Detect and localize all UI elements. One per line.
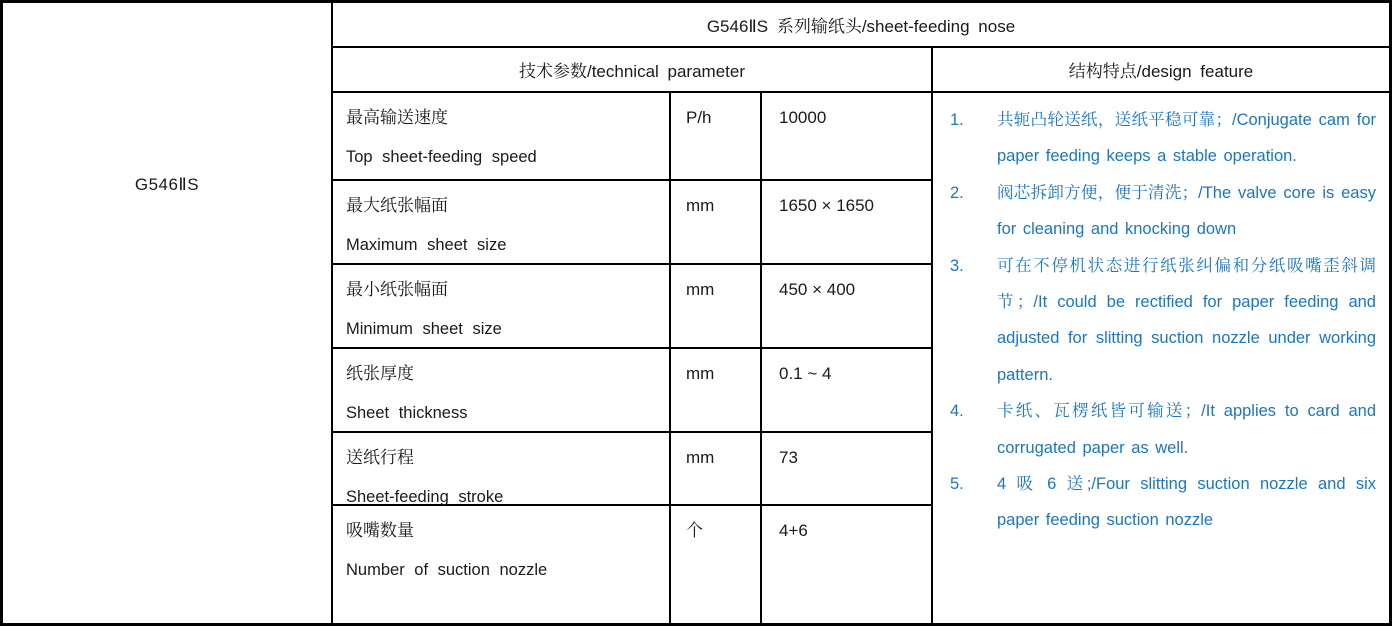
param-name-en: Sheet-feeding stroke [346,488,504,506]
feature-text: 共轭凸轮送纸，送纸平稳可靠；/Conjugate cam for paper feeding keeps a stable operation. [997,111,1376,166]
table-row [333,349,931,433]
param-value-cell: 450 × 400 [779,280,856,299]
param-name-zh: 最小纸张幅面 [346,280,448,299]
param-name-en: Top sheet-feeding speed [346,148,537,166]
param-value-cell: 4+6 [779,521,808,540]
param-name-cell [333,265,671,347]
table-row [333,506,931,623]
table-title-row [333,3,1389,48]
list-item [933,102,1376,175]
table-row [333,181,931,265]
table-body [333,93,1389,623]
param-name-cell [333,506,671,623]
feature-text: 4 吸 6 送;/Four slitting suction nozzle and six paper feeding suction nozzle [997,475,1376,530]
design-features-cell [933,93,1389,623]
feature-number: 3. [950,256,964,275]
param-value-cell: 10000 [779,108,827,127]
param-name-cell [333,433,671,504]
param-unit-cell: mm [671,181,762,263]
param-name-cell [333,349,671,431]
feature-number: 5. [950,475,964,494]
technical-parameter-header [333,48,933,91]
param-unit-cell: mm [671,265,762,347]
param-unit-cell: mm [671,349,762,431]
feature-number: 4. [950,402,964,421]
list-item [933,248,1376,394]
model-cell [3,3,333,623]
param-unit-cell: 个 [671,506,762,623]
param-unit-cell: mm [671,433,762,504]
table-row [333,93,931,181]
model-label: G546ⅡS [134,175,200,194]
param-value-cell: 73 [779,448,798,467]
param-name-en: Maximum sheet size [346,236,507,254]
param-value-cell: 1650 × 1650 [779,196,875,215]
design-feature-header [933,48,1389,91]
param-unit-cell: P/h [671,93,762,179]
parameters-grid [333,93,933,623]
param-name-zh: 吸嘴数量 [346,521,414,540]
table-subheader-row [333,48,1389,93]
param-name-en: Minimum sheet size [346,320,502,338]
param-value-cell: 0.1 ~ 4 [779,364,832,383]
design-feature-header-label: 结构特点/design feature [1068,62,1254,81]
feature-number: 2. [950,183,964,202]
feature-text: 卡纸、瓦楞纸皆可输送；/It applies to card and corrugated paper as well. [997,402,1376,457]
param-name-en: Number of suction nozzle [346,561,548,579]
param-name-en: Sheet thickness [346,404,468,422]
list-item [933,175,1376,248]
param-name-zh: 纸张厚度 [346,364,414,383]
feature-text: 阀芯拆卸方便，便于清洗；/The valve core is easy for cleaning and knocking down [997,183,1376,239]
table-row [333,265,931,349]
table-row [333,433,931,506]
feature-text: 可在不停机状态进行纸张纠偏和分纸吸嘴歪斜调节；/It could be rectified for paper feeding and adjusted for slitting suction nozzle under working pattern. [997,256,1376,384]
feature-number: 1. [950,111,964,129]
param-name-zh: 最大纸张幅面 [346,196,448,215]
technical-parameter-header-label: 技术参数/technical parameter [518,62,746,81]
param-name-cell [333,93,671,179]
list-item [933,393,1376,466]
table-right-section [333,3,1389,623]
param-name-zh: 送纸行程 [346,448,414,467]
list-item [933,466,1376,539]
table-title: G546ⅡS 系列输纸头/sheet-feeding nose [706,17,1016,36]
param-name-zh: 最高输送速度 [346,108,448,127]
param-name-cell [333,181,671,263]
